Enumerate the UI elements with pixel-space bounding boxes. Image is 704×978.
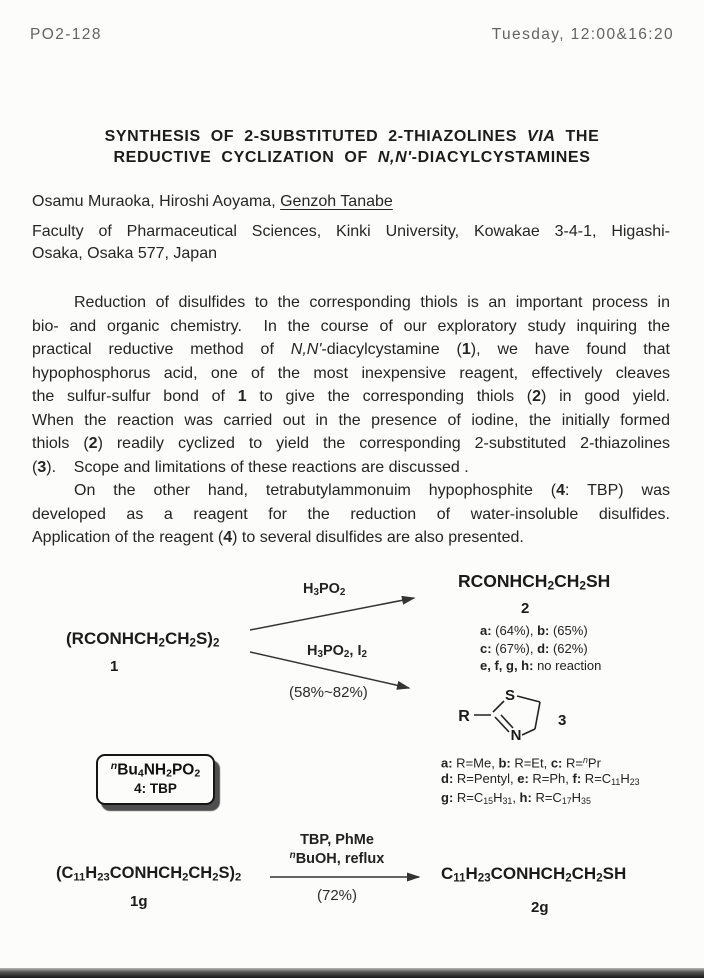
abstract-body xyxy=(32,291,670,550)
yield-72: (72%) xyxy=(316,887,357,904)
text-line: Faculty of Pharmaceutical Sciences, Kinki University, Kowakae 3-4-1, Higashi- xyxy=(32,223,670,240)
compound-2-yield-notes xyxy=(480,622,601,675)
paragraph-2 xyxy=(32,479,670,550)
text-line: a: R=Me, b: R=Et, c: R=$^n$Pr xyxy=(441,755,601,771)
text-line: c: (67%), d: (62%) xyxy=(480,640,588,656)
thiazoline-ring-structure xyxy=(448,682,567,750)
product-2g-formula: C11H23CONHCH2CH2SH xyxy=(441,864,627,885)
yield-range: (58%~82%) xyxy=(289,684,368,701)
session-time: Tuesday, 12:00&16:20 xyxy=(491,26,674,43)
compound-1-label: 1 xyxy=(110,658,119,675)
title-line-1: SYNTHESIS OF 2-SUBSTITUTED 2-THIAZOLINES VIA THE xyxy=(104,128,600,145)
product-2-formula: RCONHCH2CH2SH xyxy=(458,571,611,593)
text-line: a: (64%), b: (65%) xyxy=(480,623,588,638)
text-line: the sulfur-sulfur bond of 1 to give the corresponding thiols (2) in good yield. xyxy=(32,388,671,405)
text-line: Reduction of disulfides to the corresponding thiols is an important process in xyxy=(74,294,670,311)
reactant-1-formula: (RCONHCH2CH2S)2 xyxy=(66,629,220,650)
ring-nitrogen-atom: N xyxy=(510,727,522,744)
text-line: On the other hand, tetrabutylammonuim hypophosphite (4: TBP) was xyxy=(74,482,670,499)
text-line: (3). Scope and limitations of these reactions are discussed . xyxy=(32,458,469,476)
tbp-formula: $^n$Bu4NH2PO2 xyxy=(110,760,201,780)
reagent-tbp-phme: TBP, PhMe xyxy=(300,832,374,848)
compound-4-label: 4: TBP xyxy=(134,780,177,796)
text-line: e, f, g, h: no reaction xyxy=(480,658,602,673)
reagent-h3po2: H3PO2 xyxy=(303,581,346,599)
author-list: Osamu Muraoka, Hiroshi Aoyama, Genzoh Tanabe xyxy=(32,193,393,210)
ring-sulfur-atom: S xyxy=(504,687,516,704)
text-line: developed as a reagent for the reduction of water-insoluble disulfides. xyxy=(32,505,670,523)
text-line: g: R=C15H31, h: R=C17H35 xyxy=(441,790,591,807)
text-line: When the reaction was carried out in the presence of iodine, the initially formed xyxy=(32,411,670,429)
text-line: bio- and organic chemistry. In the course of our exploratory study inquiring the xyxy=(32,317,670,335)
reactant-1g-formula: (C11H23CONHCH2CH2S)2 xyxy=(56,864,242,884)
text-line: hypophosphorus acid, one of the most inexpensive reagent, effectively cleaves xyxy=(32,364,670,382)
scan-edge-shadow xyxy=(0,968,704,978)
affiliation xyxy=(32,221,670,264)
text-line: thiols (2) readily cyclized to yield the corresponding 2-substituted 2-thiazolines xyxy=(32,435,671,452)
compound-3-label: 3 xyxy=(558,712,567,729)
compound-3-substituent-notes xyxy=(441,752,640,809)
text-line: Application of the reagent (4) to several disulfides are also presented. xyxy=(32,529,524,546)
paper-title xyxy=(0,126,704,168)
poster-number: PO2-128 xyxy=(30,26,102,43)
text-line: Osaka, Osaka 577, Japan xyxy=(32,244,217,262)
text-line: d: R=Pentyl, e: R=Ph, f: R=C11H23 xyxy=(441,771,640,788)
title-line-2: REDUCTIVE CYCLIZATION OF N,N'-DIACYLCYSTAMINES xyxy=(113,149,591,166)
reagent-buoh-reflux: $^n$BuOH, reflux xyxy=(289,850,385,867)
reagent-h3po2-i2: H3PO2, I2 xyxy=(307,643,367,661)
compound-1g-label: 1g xyxy=(130,893,148,910)
paragraph-1 xyxy=(32,291,670,479)
tbp-reagent-box xyxy=(96,754,215,805)
ring-substituent-r: R xyxy=(458,708,470,725)
compound-2g-label: 2g xyxy=(531,899,549,916)
text-line: practical reductive method of N,N'-diacylcystamine (1), we have found that xyxy=(32,341,670,358)
reaction-arrow-bottom xyxy=(270,869,428,885)
compound-2-label: 2 xyxy=(521,600,530,617)
